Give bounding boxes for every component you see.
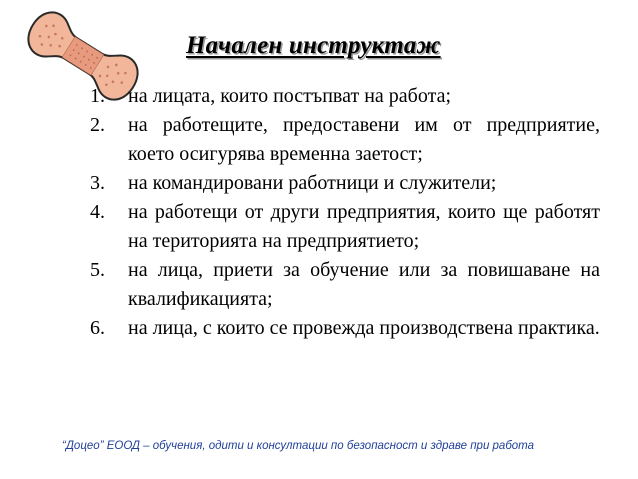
- list-item-text: на работещите, предоставени им от предприятие, което осигурява временна заетост;: [128, 114, 600, 165]
- list-item-number: 4.: [90, 201, 105, 223]
- instruction-list: [78, 82, 600, 343]
- footer-company-line: “Доцео” ЕООД – обучения, одити и консултации по безопасност и здраве при работа: [62, 440, 535, 452]
- list-item: [78, 314, 600, 343]
- list-item-text: на лицата, които постъпват на работа;: [128, 85, 451, 107]
- list-item: [78, 82, 600, 111]
- list-item-text: на командировани работници и служители;: [128, 172, 497, 194]
- list-item: [78, 256, 600, 314]
- slide-title: Начален инструктаж: [186, 32, 441, 59]
- list-item-text: на работещи от други предприятия, които ще работят на територията на предприятието;: [128, 201, 600, 252]
- list-item-number: 3.: [90, 172, 105, 194]
- list-item-number: 2.: [90, 114, 105, 136]
- list-item-text: на лица, приети за обучение или за повишаване на квалификацията;: [128, 259, 600, 310]
- list-item: [78, 111, 600, 169]
- list-item-text: на лица, с които се провежда производствена практика.: [128, 317, 600, 339]
- list-item: [78, 169, 600, 198]
- list-item-number: 6.: [90, 317, 105, 339]
- list-item-number: 1.: [90, 85, 105, 107]
- list-item-number: 5.: [90, 259, 105, 281]
- list-item: [78, 198, 600, 256]
